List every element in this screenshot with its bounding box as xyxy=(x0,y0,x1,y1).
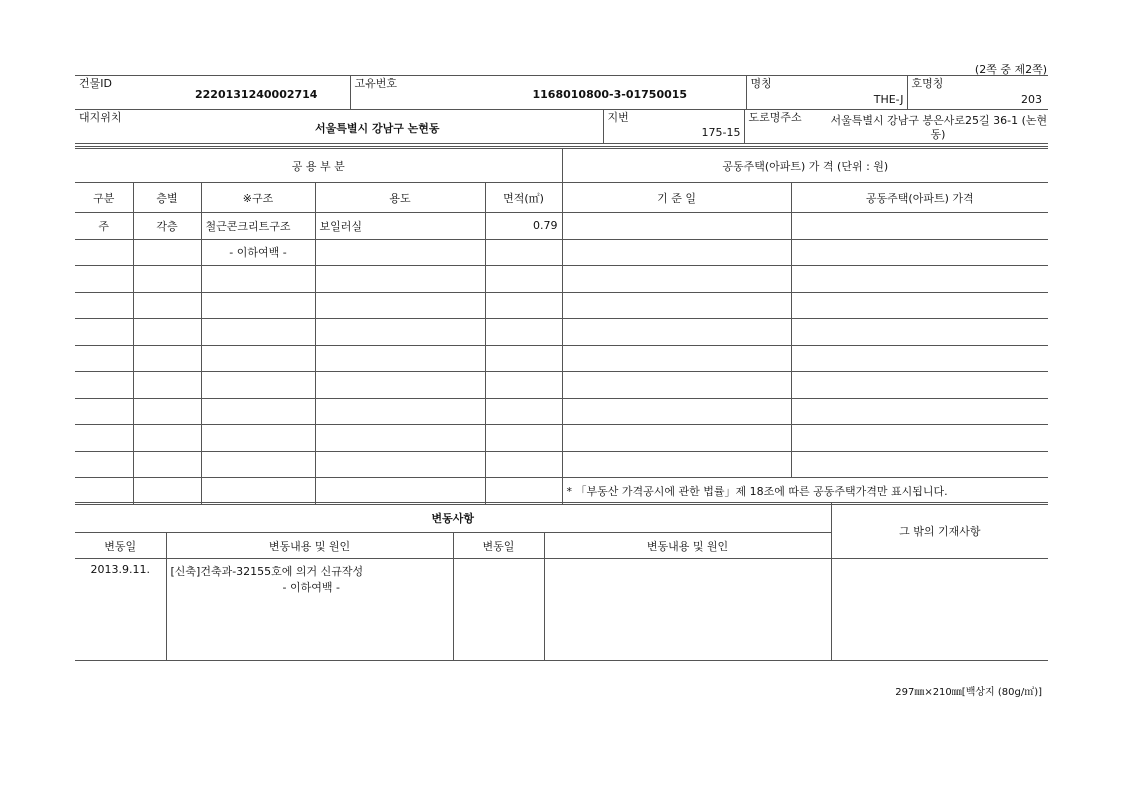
ho-cell xyxy=(907,76,1048,110)
change-date-cell-2 xyxy=(453,559,544,661)
road-value-line1: 서울특별시 강남구 봉은사로25길 36-1 (논현 xyxy=(830,114,1048,127)
unique-no-value: 1168010800-3-01750015 xyxy=(532,88,688,101)
changes-table xyxy=(75,502,1048,661)
change-content-cell-2 xyxy=(544,559,831,661)
building-id-label: 건물ID xyxy=(79,77,112,90)
area-cell: 0.79 xyxy=(485,213,562,240)
table-row xyxy=(75,372,1048,399)
common-part-table xyxy=(75,146,1048,505)
building-id-value: 2220131240002714 xyxy=(195,88,318,101)
site-value: 서울특별시 강남구 논현동 xyxy=(315,122,440,135)
footnote: * 「부동산 가격공시에 관한 법률」제 18조에 따른 공동주택가격만 표시됩니다. xyxy=(562,478,1048,505)
col-kind: 구분 xyxy=(75,183,133,213)
table-row xyxy=(75,266,1048,293)
date-label-2: 변동일 xyxy=(453,533,544,559)
price-title: 공동주택(아파트) 가 격 (단위 : 원) xyxy=(562,148,1048,183)
content-label-1: 변동내용 및 원인 xyxy=(166,533,453,559)
paper-spec: 297㎜×210㎜[백상지 (80g/㎡)] xyxy=(895,687,1042,698)
col-use: 용도 xyxy=(315,183,485,213)
price-cell xyxy=(791,213,1048,240)
ho-label: 호명칭 xyxy=(911,77,944,90)
col-area: 면적(㎡) xyxy=(485,183,562,213)
name-value: THE-J xyxy=(873,93,904,106)
floor-cell: 각층 xyxy=(133,213,201,240)
ho-value: 203 xyxy=(1021,93,1042,106)
change-content-text: [신축]건축과-32155호에 의거 신규작성 xyxy=(170,565,364,578)
structure-cell: 철근콘크리트구조 xyxy=(201,213,315,240)
table-row xyxy=(75,451,1048,478)
change-content-cell xyxy=(166,559,453,661)
lot-cell xyxy=(603,110,744,144)
content-label-2: 변동내용 및 원인 xyxy=(544,533,831,559)
changes-title: 변동사항 xyxy=(75,503,831,533)
blank-note: - 이하여백 - xyxy=(201,239,315,266)
other-cell xyxy=(831,559,1048,661)
kind-cell: 주 xyxy=(75,213,133,240)
name-cell xyxy=(746,76,907,110)
col-price: 공동주택(아파트) 가격 xyxy=(791,183,1048,213)
building-id-cell xyxy=(75,76,350,110)
change-date-cell: 2013.9.11. xyxy=(75,559,166,661)
col-base-date: 기 준 일 xyxy=(562,183,791,213)
other-title: 그 밖의 기재사항 xyxy=(831,503,1048,559)
site-label: 대지위치 xyxy=(79,111,122,124)
lot-label: 지번 xyxy=(607,111,629,124)
base-date-cell xyxy=(562,213,791,240)
building-header-table xyxy=(75,75,1048,110)
table-row xyxy=(75,213,1048,240)
road-cell xyxy=(744,110,1048,144)
site-cell xyxy=(75,110,603,144)
table-row xyxy=(75,319,1048,346)
table-row xyxy=(75,478,1048,505)
table-row xyxy=(75,292,1048,319)
table-row xyxy=(75,398,1048,425)
common-part-title: 공 용 부 분 xyxy=(75,148,562,183)
table-row xyxy=(75,345,1048,372)
lot-value: 175-15 xyxy=(701,126,741,139)
table-row xyxy=(75,425,1048,452)
unique-no-cell xyxy=(350,76,746,110)
road-value-line2: 동) xyxy=(930,128,946,141)
site-table xyxy=(75,109,1048,144)
table-row xyxy=(75,239,1048,266)
col-floor: 층별 xyxy=(133,183,201,213)
road-label: 도로명주소 xyxy=(748,111,802,124)
unique-no-label: 고유번호 xyxy=(354,77,398,90)
name-label: 명칭 xyxy=(750,77,772,90)
date-label-1: 변동일 xyxy=(75,533,166,559)
page-number: (2쪽 중 제2쪽) xyxy=(974,63,1047,76)
change-blank-note: - 이하여백 - xyxy=(282,581,340,594)
col-structure: ※구조 xyxy=(201,183,315,213)
use-cell: 보일러실 xyxy=(315,213,485,240)
